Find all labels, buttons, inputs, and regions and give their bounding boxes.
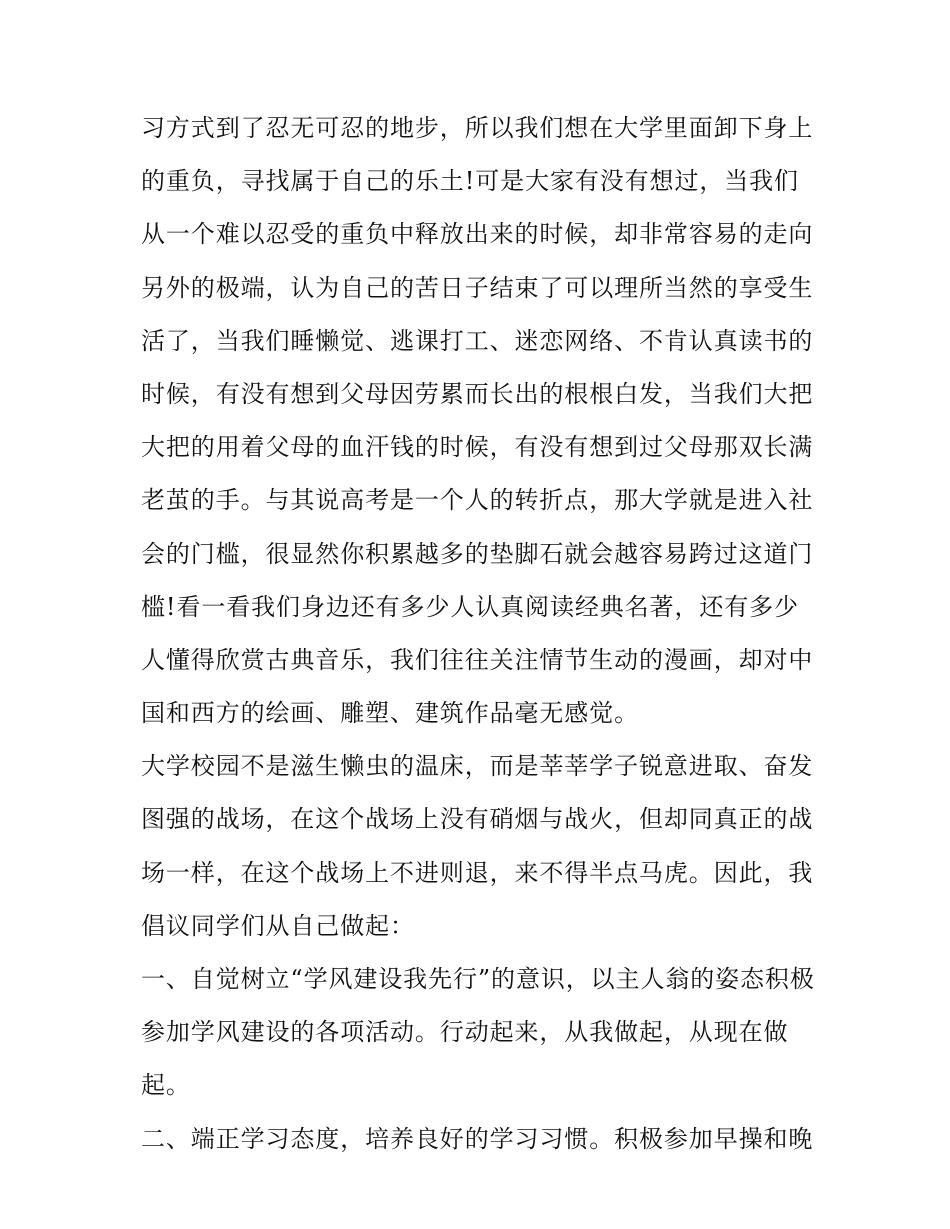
text-line: 一、自觉树立“学风建设我先行”的意识，以主人翁的姿态积极 [141,965,815,993]
text-line: 图强的战场，在这个战场上没有硝烟与战火，但却同真正的战 [141,805,814,834]
text-line: 大把的用着父母的血汗钱的时候，有没有想到过父母那双长满 [141,433,814,462]
text-line: 的重负，寻找属于自己的乐土!可是大家有没有想过，当我们 [141,167,799,196]
text-line: 大学校园不是滋生懒虫的温床，而是莘莘学子锐意进取、奋发 [141,752,814,781]
text-line: 场一样，在这个战场上不进则退，来不得半点马虎。因此，我 [141,858,814,887]
document-body [141,102,813,1166]
text-line: 槛!看一看我们身边还有多少人认真阅读经典名著，还有多少 [141,592,799,621]
text-line: 国和西方的绘画、雕塑、建筑作品毫无感觉。 [141,699,639,728]
text-line: 活了，当我们睡懒觉、逃课打工、迷恋网络、不肯认真读书的 [141,326,814,355]
text-line: 会的门槛，很显然你积累越多的垫脚石就会越容易跨过这道门 [141,539,814,568]
text-line: 人懂得欣赏古典音乐，我们往往关注情节生动的漫画，却对中 [141,645,814,674]
text-line: 时候，有没有想到父母因劳累而长出的根根白发，当我们大把 [141,379,814,408]
text-line: 老茧的手。与其说高考是一个人的转折点，那大学就是进入社 [141,486,814,515]
text-line: 二、端正学习态度，培养良好的学习习惯。积极参加早操和晚 [141,1124,814,1153]
text-line: 另外的极端，认为自己的苦日子结束了可以理所当然的享受生 [141,273,814,302]
text-line: 倡议同学们从自己做起： [141,911,415,940]
text-line: 从一个难以忍受的重负中释放出来的时候，却非常容易的走向 [141,220,814,249]
text-line: 起。 [141,1071,191,1100]
text-line: 参加学风建设的各项活动。行动起来，从我做起，从现在做 [141,1018,789,1047]
text-line: 习方式到了忍无可忍的地步，所以我们想在大学里面卸下身上 [141,114,814,142]
